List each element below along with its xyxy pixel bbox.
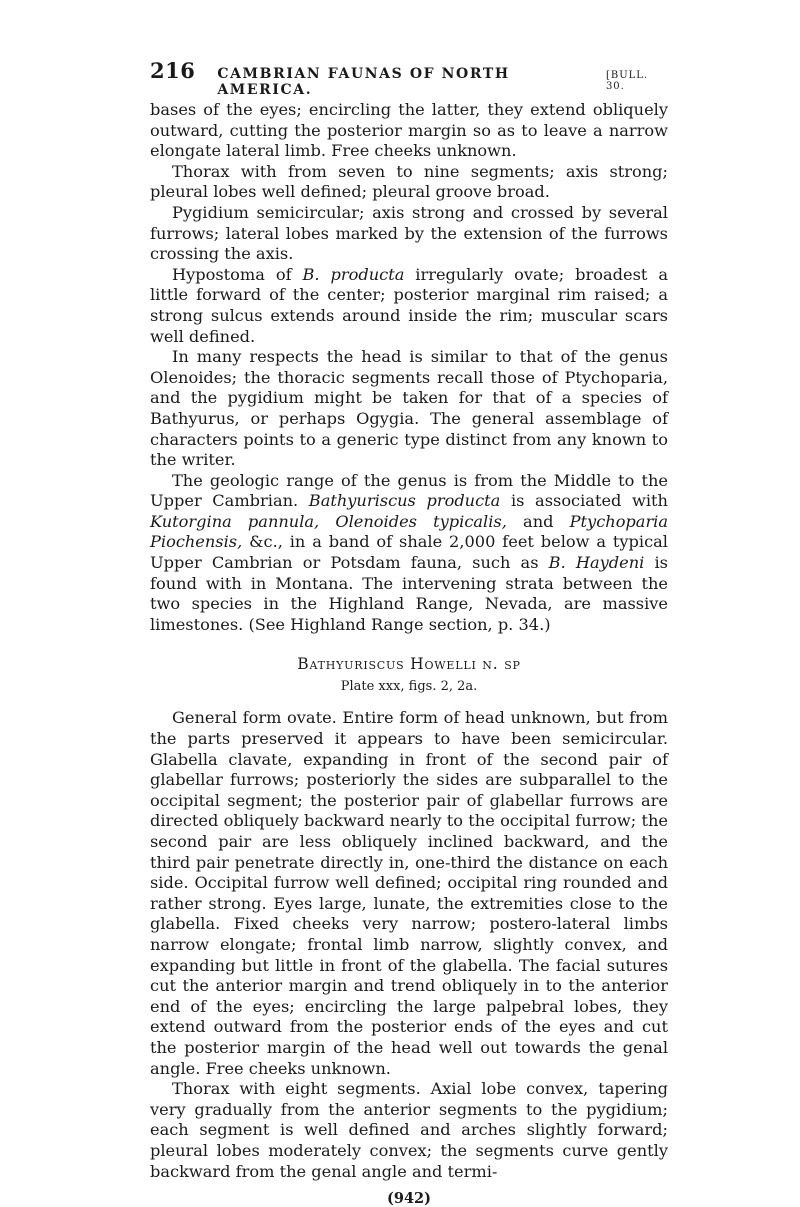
paragraph-thorax: Thorax with from seven to nine segments; axis strong; pleural lobes well defined; pleural groove broad. xyxy=(150,161,668,202)
text-span: and xyxy=(506,511,570,531)
text-span: irregularly ovate; broadest a little forward of the center; posterior marginal rim raised; a strong sulcus extends around inside the rim; muscular scars well defined. xyxy=(150,264,668,346)
paragraph-head-comparison: In many respects the head is similar to that of the genus Olenoides; the thoracic segments recall those of Ptychoparia, and the pygidium might be taken for that of a species of Bathyurus, or perhaps Ogygia. The general assemblage of characters points to a generic type distinct from any known to the writer. xyxy=(150,347,668,470)
species-name: Ptychoparia Piochensis, xyxy=(150,511,669,552)
paragraph-pygidium: Pygidium semicircular; axis strong and crossed by several furrows; lateral lobes marked by the extension of the furrows crossing the axis. xyxy=(150,202,668,264)
text-span: Hypostoma of xyxy=(172,264,303,284)
text-span: is associated with xyxy=(500,491,668,511)
page-number: 216 xyxy=(150,58,196,83)
paragraph-hypostoma xyxy=(150,265,668,347)
plate-reference: Plate xxx, figs. 2, 2a. xyxy=(340,679,478,695)
paragraph-general-form: General form ovate. Entire form of head unknown, but from the parts preserved it appears to have been semicircular. Glabella clavate, expanding in front of the second pair of glabellar furrows; posteriorly the sides are subparallel to the occipital segment; the posterior pair of glabellar furrows are directed obliquely backward nearly to the occipital furrow; the second pair are less obliquely inclined backward, and the third pair penetrate directly in, one-third the distance on each side. Occipital furrow well defined; occipital ring rounded and rather strong. Eyes large, lunate, the extremities close to the glabella. Fixed cheeks very narrow; postero-lateral limbs narrow elongate; frontal limb narrow, slightly convex, and expanding but little in front of the glabella. The facial sutures cut the anterior margin and trend obliquely in to the anterior end of the eyes; encircling the large palpebral lobes, they extend outward from the posterior ends of the eyes and cut the posterior margin of the head well out towards the genal angle. Free cheeks unknown. xyxy=(150,708,668,1078)
bulletin-reference: [BULL. 30. xyxy=(605,70,649,92)
paragraph-geologic-range xyxy=(150,471,668,636)
species-name: B. producta xyxy=(302,264,405,284)
text-span: &c., in a band of shale 2,000 feet below a typical Upper Cambrian or Potsdam fauna, such as xyxy=(150,532,668,573)
species-name: Bathyuriscus producta xyxy=(308,491,501,511)
running-title: CAMBRIAN FAUNAS OF NORTH AMERICA. xyxy=(217,66,510,98)
section-heading: Bathyuriscus Howelli n. sp xyxy=(297,655,521,674)
folio-number: (942) xyxy=(387,1190,431,1207)
page-header xyxy=(150,58,668,98)
species-name: Kutorgina pannula, Olenoides typicalis, xyxy=(150,511,507,531)
text-span: is found with in Montana. The intervening strata between the two species in the Highland Range, Nevada, are massive limestones. (See Highland Range section, p. 34.) xyxy=(150,553,668,634)
species-name: B. Haydeni xyxy=(548,553,645,573)
paragraph-continued: bases of the eyes; encircling the latter, they extend obliquely outward, cutting the posterior margin so as to leave a narrow elongate lateral limb. Free cheeks unknown. xyxy=(150,100,668,161)
paragraph-thorax-segments: Thorax with eight segments. Axial lobe convex, tapering very gradually from the anterior segments to the pygidium; each segment is well defined and arches slightly forward; pleural lobes moderately convex; the segments curve gently backward from the genal angle and termi- xyxy=(150,1079,668,1181)
text-span: The geologic range of the genus is from the Middle to the Upper Cambrian. xyxy=(150,470,668,511)
